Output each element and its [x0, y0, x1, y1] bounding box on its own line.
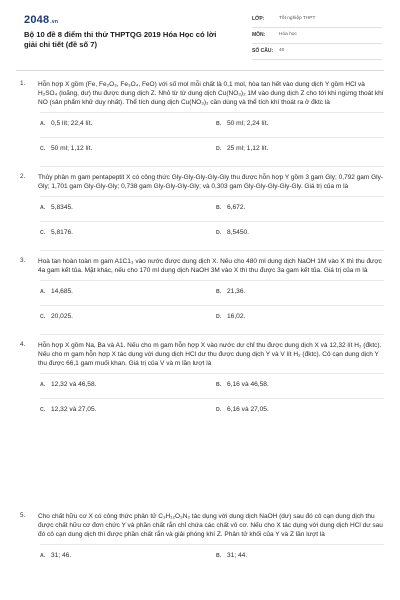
answer-option-c[interactable] [40, 313, 73, 320]
answer-option-b[interactable] [216, 204, 245, 211]
answer-text: 16,02. [227, 313, 246, 320]
logo-suffix: .vn [50, 19, 59, 25]
question-text: Thủy phân m gam pentapeptit X có công thức Gly-Gly-Gly-Gly-Gly thu được hỗn hợp Y gồm 3 gam Gly; 0,792 gam Gly-Gly; 1,701 gam Gly-Gly-Gly; 0,738 gam Gly-Gly-Gly-Gly; và 0,303 gam Gly-Gly-Gly-Gly-Gly. Giá trị của m là [38, 174, 384, 190]
answer-letter: B. [216, 289, 222, 295]
answer-row [40, 112, 384, 137]
question-3 [20, 257, 384, 330]
answer-letter: B. [216, 121, 222, 127]
answer-option-c[interactable] [40, 145, 92, 152]
answer-row [40, 398, 384, 423]
answer-letter: D. [216, 314, 222, 320]
answer-option-a[interactable] [40, 381, 96, 388]
answer-text: 0,5 lít; 22,4 lít. [51, 120, 93, 127]
meta-key: MÔN: [252, 32, 266, 38]
question-2 [20, 173, 384, 246]
answer-letter: B. [216, 382, 222, 388]
answer-text: 5,8176. [51, 229, 73, 236]
answer-text: 8,5450. [227, 229, 249, 236]
answer-letter: D. [216, 230, 222, 236]
meta-value: Hóa học [279, 32, 297, 37]
answer-letter: A. [40, 553, 46, 559]
question-text: Hỗn hợp X gồm (Fe, Fe₂O₃, Fe₃O₄, FeO) với số mol mỗi chất là 0,1 mol, hòa tan hết vào dung dịch Y gồm HCl và H₂SO₄ (loãng, dư) thu được dung dịch Z. Nhỏ từ từ dung dịch Cu(NO₃)₂ 1M vào dung dịch Z cho tới khi ngừng thoát khí NO (sản phẩm khử duy nhất). Thể tích dung dịch Cu(NO₃)₂ cần dùng và thể tích khí thoát ra ở đktc là [38, 81, 384, 106]
answer-row [40, 544, 384, 569]
answer-options [40, 112, 384, 162]
document-title: Bộ 10 đề 8 điểm thi thử THPTQG 2019 Hóa Học có lời giải chi tiết (đề số 7) [24, 30, 217, 49]
answer-row [40, 137, 384, 162]
answer-letter: A. [40, 382, 46, 388]
answer-option-b[interactable] [216, 552, 247, 559]
question-text: Cho chất hữu cơ X có công thức phân tử C₃H₁₂O₃N₂ tác dụng với dung dịch NaOH (dư) sau đó cô cạn dung dịch thu được chất hữu cơ đơn chức Y và phần chất rắn chỉ chứa các chất vô cơ. Nếu cho X tác dụng với dung dịch HCl dư sau đó cô cạn dung dịch thì được phần chất rắn và giải phóng khí Z. Phân tử khối của Y và Z lần lượt là [38, 513, 383, 538]
answer-option-d[interactable] [216, 406, 269, 413]
meta-key: SỐ CÂU: [252, 48, 274, 54]
answer-option-d[interactable] [216, 229, 249, 236]
meta-row-subject [252, 30, 382, 44]
answer-letter: C. [40, 407, 46, 413]
answer-options [40, 373, 384, 423]
answer-option-a[interactable] [40, 288, 73, 295]
answer-option-a[interactable] [40, 204, 73, 211]
answer-text: 6,16 và 46,58. [227, 381, 269, 388]
question-4 [20, 341, 384, 423]
answer-text: 25 ml; 1,12 lít. [227, 145, 269, 152]
answer-option-b[interactable] [216, 288, 245, 295]
meta-row-count [252, 46, 382, 60]
meta-key: LỚP: [252, 16, 265, 22]
answer-letter: B. [216, 205, 222, 211]
answer-options [40, 196, 384, 246]
answer-letter: D. [216, 407, 222, 413]
answer-option-b[interactable] [216, 381, 269, 388]
answer-option-a[interactable] [40, 120, 92, 127]
answer-text: 6,16 và 27,05. [227, 406, 269, 413]
header-divider [16, 70, 384, 71]
question-5 [20, 512, 384, 569]
answer-option-c[interactable] [40, 229, 73, 236]
question-list [20, 80, 384, 427]
answer-text: 6,672. [227, 204, 246, 211]
answer-row [40, 221, 384, 246]
site-logo[interactable] [24, 14, 58, 26]
document-meta [252, 14, 382, 62]
answer-options [40, 544, 384, 569]
answer-letter: B. [216, 553, 222, 559]
answer-option-a[interactable] [40, 552, 71, 559]
question-text: Hỗn hợp X gồm Na, Ba và A1. Nếu cho m gam hỗn hợp X vào nước dư chỉ thu được dung dịch X và 12,32 lít H₂ (đktc). Nếu cho m gam hỗn hợp X tác dụng với dung dịch HCl dư thu được dung dịch Y và V lít H₂ (đktc). Cô cạn dung dịch Y thu được 66,1 gam muối khan. Giá trị của V và m lần lượt là [38, 342, 382, 367]
answer-text: 31; 44. [227, 552, 248, 559]
answer-letter: C. [40, 230, 46, 236]
question-divider [40, 166, 384, 167]
answer-letter: A. [40, 205, 46, 211]
answer-text: 12,32 và 46,58. [51, 381, 97, 388]
logo-text: 2048 [24, 14, 50, 26]
answer-text: 5,8345. [51, 204, 73, 211]
question-text: Hoà tan hoàn toàn m gam A1C1₃ vào nước được dung dịch X. Nếu cho 480 ml dung dịch NaOH 1M vào X thì thu được 4a gam kết tủa. Mặt khác, nếu cho 170 ml dung dịch NaOH 3M vào X thì thu được 3a gam kết tủa. Giá trị của m là [38, 258, 382, 274]
answer-text: 50 ml; 2,24 lít. [227, 120, 269, 127]
question-number: 3. [20, 257, 26, 264]
question-divider [40, 334, 384, 335]
answer-option-d[interactable] [216, 145, 268, 152]
answer-text: 14,685. [51, 288, 73, 295]
answer-options [40, 280, 384, 330]
document-header [24, 14, 380, 64]
answer-letter: A. [40, 121, 46, 127]
answer-letter: C. [40, 314, 46, 320]
answer-row [40, 305, 384, 330]
question-divider [40, 250, 384, 251]
question-number: 1. [20, 80, 26, 87]
answer-row [40, 196, 384, 221]
answer-text: 12,32 và 27,05. [51, 406, 97, 413]
meta-value: 40 [279, 48, 285, 53]
question-number: 4. [20, 341, 26, 348]
answer-letter: C. [40, 146, 46, 152]
meta-value: Tốt nghiệp THPT [279, 16, 316, 21]
answer-option-d[interactable] [216, 313, 245, 320]
answer-option-b[interactable] [216, 120, 268, 127]
answer-letter: A. [40, 289, 46, 295]
answer-text: 31; 46. [51, 552, 72, 559]
question-1 [20, 80, 384, 162]
answer-letter: D. [216, 146, 222, 152]
answer-text: 20,025. [51, 313, 73, 320]
question-number: 2. [20, 173, 26, 180]
answer-row [40, 280, 384, 305]
answer-row [40, 373, 384, 398]
meta-row-class [252, 14, 382, 28]
answer-option-c[interactable] [40, 406, 96, 413]
question-number: 5. [20, 512, 26, 519]
answer-text: 50 ml; 1,12 lít. [51, 145, 93, 152]
answer-text: 21,36. [227, 288, 246, 295]
